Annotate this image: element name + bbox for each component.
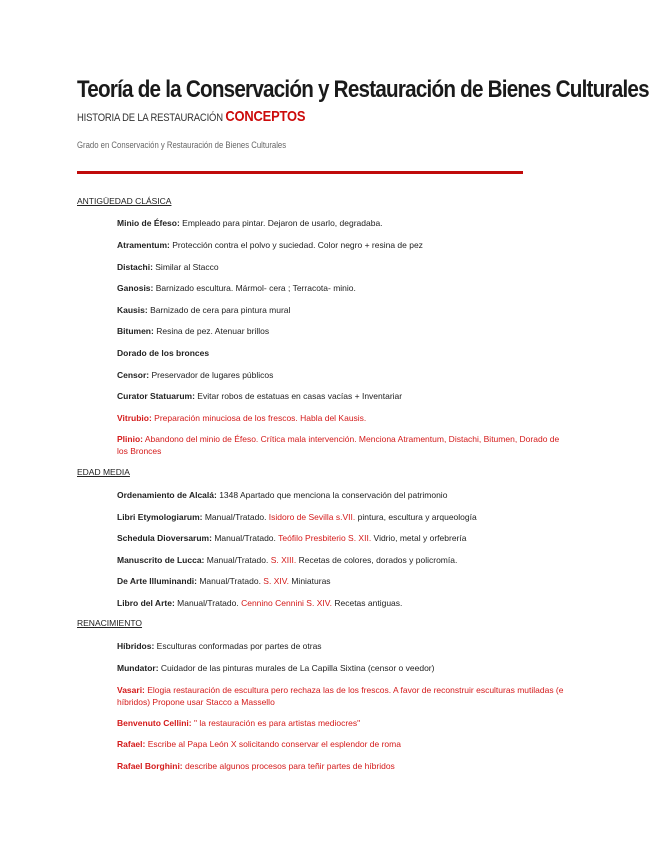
degree-line: Grado en Conservación y Restauración de Bienes Culturales [77,140,287,150]
entry-vitrubio [117,412,572,424]
entry-text: " la restauración es para artistas mediocres" [191,718,361,728]
subtitle-accent: CONCEPTOS [225,108,306,125]
entry-term: Bitumen: [117,326,154,336]
entry-text: Protección contra el polvo y suciedad. Color negro + resina de pez [169,240,423,250]
entry-term: Censor: [117,370,150,380]
entry-text: Manual/Tratado. [211,533,279,543]
entry-kausis [117,304,572,316]
entry-term: Curator Statuarum: [117,391,195,401]
entry-term: Libro del Arte: [117,598,175,608]
entry-term: Plinio: [117,434,143,444]
entry-text: Barnizado de cera para pintura mural [147,305,291,315]
entry-plinio [117,433,572,457]
entry-term: Híbridos: [117,641,155,651]
entry-term: Vitrubio: [117,413,152,423]
entry-term: Atramentum: [117,240,170,250]
entry-author: Cennino Cennini S. XIV. [241,598,332,608]
entry-text: 1348 Apartado que menciona la conservación del patrimonio [216,490,448,500]
entry-schedula [117,532,572,544]
entry-curator-statuarum [117,390,572,402]
subtitle-prefix: HISTORIA DE LA RESTAURACIÓN [77,112,223,124]
entry-bitumen [117,325,572,337]
entry-text: Manual/Tratado. [204,555,271,565]
entry-ordenamiento-alcala [117,489,572,501]
entry-manuscrito-lucca [117,554,572,566]
entry-text-after: Vidrio, metal y orfebrería [371,533,467,543]
entry-term: Rafael Borghini: [117,761,183,771]
entry-censor [117,369,572,381]
entry-hibridos [117,640,572,652]
entry-text: Manual/Tratado. [174,598,242,608]
entry-mundator [117,662,572,674]
entry-author: Teófilo Presbiterio S. XII. [278,533,372,543]
entry-de-arte-illuminandi [117,575,572,587]
entry-text: Manual/Tratado. [202,512,269,522]
entry-text: Preservador de lugares públicos [149,370,274,380]
entry-author: S. XIII. [270,555,297,565]
entry-text: Cuidador de las pinturas murales de La Capilla Sixtina (censor o veedor) [158,663,435,673]
entry-text: Manual/Tratado. [196,576,264,586]
entry-text: Esculturas conformadas por partes de otras [154,641,322,651]
entry-text: Abandono del minio de Éfeso. Crítica mala intervención. Menciona Atramentum, Distachi, Bitumen, Dorado de los Bronces [117,434,560,456]
entry-text: Similar al Stacco [152,262,219,272]
section-heading-renacimiento: RENACIMIENTO [77,618,143,628]
entry-term: Schedula Dioversarum: [117,533,212,543]
entry-text: Barnizado escultura. Mármol- cera ; Terracota- minio. [153,283,356,293]
entry-distachi [117,261,572,273]
entry-libro-del-arte [117,597,572,609]
entry-text: Evitar robos de estatuas en casas vacías + Inventariar [194,391,403,401]
entry-text-after: Miniaturas [288,576,331,586]
entry-ganosis [117,282,572,294]
entry-author: S. XIV. [263,576,289,586]
entry-term: De Arte Illuminandi: [117,576,197,586]
entry-vasari [117,684,572,708]
entry-term: Ordenamiento de Alcalá: [117,490,217,500]
entry-text-after: pintura, escultura y arqueología [355,512,477,522]
entry-text: Escribe al Papa León X solicitando conservar el esplendor de roma [145,739,401,749]
entry-text-after: Recetas de colores, dorados y policromía. [296,555,458,565]
entry-dorado-bronces [117,347,572,359]
entry-term: Manuscrito de Lucca: [117,555,205,565]
entry-term: Vasari: [117,685,145,695]
entry-text: describe algunos procesos para teñir partes de híbridos [182,761,395,771]
entry-rafael [117,738,572,750]
entry-term: Libri Etymologiarum: [117,512,203,522]
section-heading-edad-media: EDAD MEDIA [77,467,130,477]
entry-term: Minio de Éfeso: [117,218,180,228]
entry-text: Resina de pez. Atenuar brillos [153,326,270,336]
header-divider [77,171,523,174]
entry-benvenuto-cellini [117,717,572,729]
entry-minio [117,217,572,229]
document-subtitle [77,108,305,125]
entry-term: Kausis: [117,305,148,315]
entry-author: Isidoro de Sevilla s.VII. [268,512,356,522]
entry-text: Preparación minuciosa de los frescos. Habla del Kausis. [151,413,367,423]
entry-rafael-borghini [117,760,572,772]
entry-term: Dorado de los bronces [117,348,210,358]
entry-term: Rafael: [117,739,146,749]
entry-atramentum [117,239,572,251]
entry-term: Benvenuto Cellini: [117,718,192,728]
entry-text: Empleado para pintar. Dejaron de usarlo, degradaba. [179,218,383,228]
entry-libri-etymologiarum [117,511,572,523]
entry-term: Ganosis: [117,283,154,293]
entry-term: Distachi: [117,262,153,272]
document-title: Teoría de la Conservación y Restauración de Bienes Culturales [77,76,649,103]
entry-text: Elogia restauración de escultura pero rechaza las de los frescos. A favor de reconstruir esculturas mutiladas (e híbridos) Propone usar Stacco a Massello [117,685,564,707]
entry-text-after: Recetas antiguas. [331,598,403,608]
entry-term: Mundator: [117,663,159,673]
section-heading-antiguedad: ANTIGÜEDAD CLÁSICA [77,196,172,206]
